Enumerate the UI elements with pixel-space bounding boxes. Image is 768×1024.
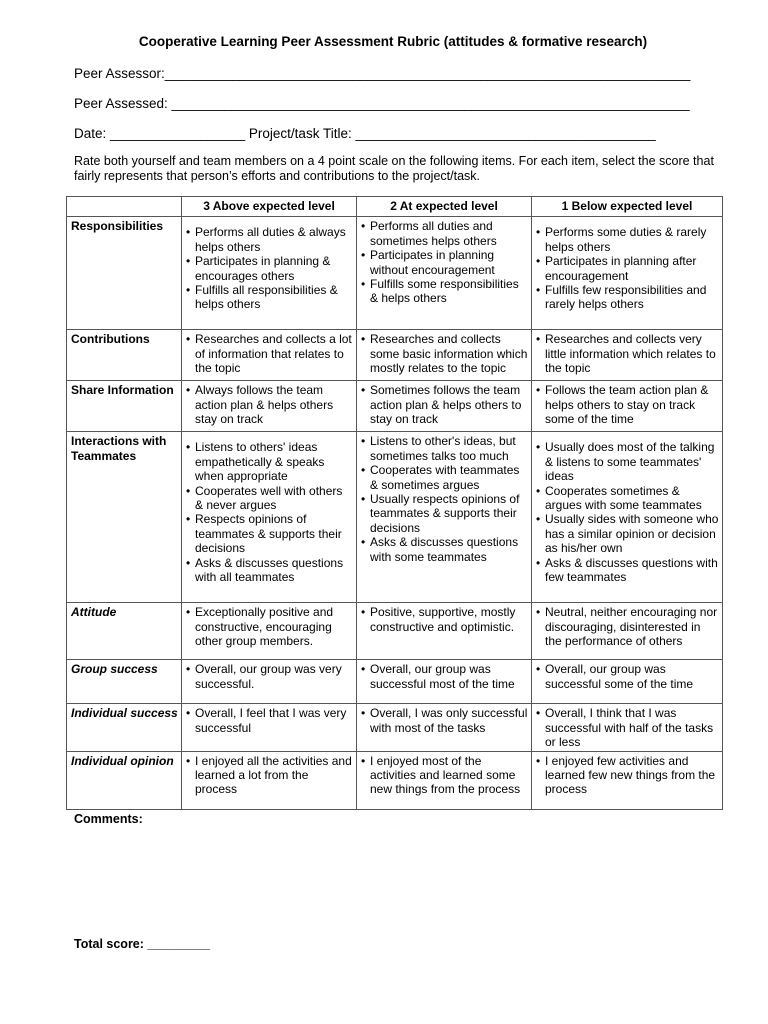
criteria-list	[536, 605, 719, 648]
rubric-cell-level-3	[182, 751, 357, 809]
criteria-item: • Asks & discusses questions with some teammates	[361, 535, 528, 564]
criteria-item: • Exceptionally positive and constructive, encouraging other group members.	[186, 605, 353, 648]
header-level-2: 2 At expected level	[357, 197, 532, 217]
total-score-field[interactable]: Total score: _________	[74, 937, 210, 951]
date-project-field[interactable]: Date: __________________ Project/task Title: ________________________________________	[74, 126, 656, 141]
criteria-list	[536, 225, 719, 311]
rubric-cell-level-1	[532, 751, 723, 809]
rubric-row	[67, 751, 723, 809]
criteria-label: Contributions	[67, 330, 182, 381]
rubric-cell-level-2	[357, 751, 532, 809]
rubric-cell-level-3	[182, 217, 357, 330]
rubric-cell-level-2	[357, 603, 532, 660]
rubric-cell-level-1	[532, 660, 723, 704]
rubric-row	[67, 660, 723, 704]
criteria-list	[186, 706, 353, 735]
rubric-row	[67, 217, 723, 330]
criteria-list	[186, 440, 353, 584]
criteria-list	[186, 225, 353, 311]
criteria-list	[361, 383, 528, 426]
criteria-item: • Usually respects opinions of teammates & supports their decisions	[361, 492, 528, 535]
criteria-label: Individual success	[67, 704, 182, 751]
criteria-list	[186, 383, 353, 426]
criteria-list	[186, 332, 353, 375]
criteria-item: • Researches and collects some basic information which mostly relates to the topic	[361, 332, 528, 375]
rubric-row	[67, 330, 723, 381]
rubric-cell-level-1	[532, 432, 723, 603]
criteria-item: • Always follows the team action plan & helps others stay on track	[186, 383, 353, 426]
criteria-list	[536, 754, 719, 797]
criteria-item: • Participates in planning after encouragement	[536, 254, 719, 283]
criteria-item: • Performs all duties & always helps others	[186, 225, 353, 254]
peer-assessor-field[interactable]: Peer Assessor:______________________________________________________________________	[74, 66, 691, 81]
rubric-cell-level-2	[357, 660, 532, 704]
criteria-list	[186, 754, 353, 797]
criteria-list	[536, 706, 719, 749]
criteria-list	[186, 605, 353, 648]
criteria-list	[536, 332, 719, 375]
criteria-list	[186, 662, 353, 691]
comments-label: Comments:	[74, 812, 143, 826]
criteria-list	[361, 219, 528, 305]
rubric-cell-level-3	[182, 432, 357, 603]
criteria-item: • Overall, I think that I was successful with half of the tasks or less	[536, 706, 719, 749]
rubric-cell-level-1	[532, 381, 723, 432]
rubric-cell-level-1	[532, 217, 723, 330]
criteria-item: • Sometimes follows the team action plan & helps others to stay on track	[361, 383, 528, 426]
rubric-row	[67, 432, 723, 603]
criteria-item: • Cooperates with teammates & sometimes argues	[361, 463, 528, 492]
criteria-item: • Overall, I feel that I was very successful	[186, 706, 353, 735]
criteria-label: Attitude	[67, 603, 182, 660]
criteria-item: • Follows the team action plan & helps others to stay on track some of the time	[536, 383, 719, 426]
criteria-item: • Positive, supportive, mostly constructive and optimistic.	[361, 605, 528, 634]
criteria-item: • Asks & discusses questions with all teammates	[186, 556, 353, 585]
criteria-item: • Overall, our group was successful some of the time	[536, 662, 719, 691]
criteria-list	[536, 662, 719, 691]
rubric-cell-level-3	[182, 704, 357, 751]
criteria-item: • Listens to other's ideas, but sometimes talks too much	[361, 434, 528, 463]
rubric-cell-level-1	[532, 330, 723, 381]
criteria-item: • Cooperates well with others & never argues	[186, 484, 353, 513]
criteria-list	[361, 662, 528, 691]
criteria-item: • Neutral, neither encouraging nor discouraging, disinterested in the performance of others	[536, 605, 719, 648]
rubric-cell-level-1	[532, 704, 723, 751]
rubric-cell-level-1	[532, 603, 723, 660]
criteria-item: • Performs some duties & rarely helps others	[536, 225, 719, 254]
criteria-item: • I enjoyed few activities and learned few new things from the process	[536, 754, 719, 797]
criteria-list	[361, 605, 528, 634]
criteria-list	[536, 440, 719, 584]
criteria-item: • Overall, our group was very successful.	[186, 662, 353, 691]
criteria-label: Interactions with Teammates	[67, 432, 182, 603]
header-level-3: 3 Above expected level	[182, 197, 357, 217]
rubric-cell-level-2	[357, 704, 532, 751]
criteria-item: • Usually sides with someone who has a similar opinion or decision as his/her own	[536, 512, 719, 555]
criteria-item: • I enjoyed all the activities and learned a lot from the process	[186, 754, 353, 797]
criteria-label: Group success	[67, 660, 182, 704]
criteria-list	[361, 332, 528, 375]
page-title: Cooperative Learning Peer Assessment Rubric (attitudes & formative research)	[138, 34, 648, 49]
criteria-label: Responsibilities	[67, 217, 182, 330]
criteria-item: • Cooperates sometimes & argues with some teammates	[536, 484, 719, 513]
rubric-cell-level-3	[182, 660, 357, 704]
criteria-item: • Usually does most of the talking & listens to some teammates' ideas	[536, 440, 719, 483]
rubric-body	[67, 217, 723, 809]
criteria-item: • Respects opinions of teammates & supports their decisions	[186, 512, 353, 555]
criteria-item: • Researches and collects a lot of information that relates to the topic	[186, 332, 353, 375]
rubric-cell-level-2	[357, 381, 532, 432]
rubric-cell-level-3	[182, 603, 357, 660]
rubric-row	[67, 603, 723, 660]
rubric-cell-level-3	[182, 381, 357, 432]
criteria-label: Share Information	[67, 381, 182, 432]
rubric-row	[67, 381, 723, 432]
criteria-item: • I enjoyed most of the activities and learned some new things from the process	[361, 754, 528, 797]
rubric-cell-level-3	[182, 330, 357, 381]
criteria-item: • Fulfills some responsibilities & helps others	[361, 277, 528, 306]
criteria-item: • Performs all duties and sometimes helps others	[361, 219, 528, 248]
criteria-item: • Fulfills all responsibilities & helps others	[186, 283, 353, 312]
header-row	[67, 197, 723, 217]
rubric-table	[66, 196, 723, 810]
criteria-list	[361, 754, 528, 797]
criteria-item: • Participates in planning without encouragement	[361, 248, 528, 277]
criteria-list	[536, 383, 719, 426]
criteria-label: Individual opinion	[67, 751, 182, 809]
header-level-1: 1 Below expected level	[532, 197, 723, 217]
criteria-item: • Listens to others' ideas empathetically & speaks when appropriate	[186, 440, 353, 483]
criteria-item: • Asks & discusses questions with few teammates	[536, 556, 719, 585]
criteria-list	[361, 434, 528, 564]
criteria-item: • Overall, our group was successful most of the time	[361, 662, 528, 691]
criteria-item: • Overall, I was only successful with most of the tasks	[361, 706, 528, 735]
instructions: Rate both yourself and team members on a 4 point scale on the following items. For each item, select the score that fairly represents that person’s efforts and contributions to the project/task.	[74, 154, 714, 183]
peer-assessed-field[interactable]: Peer Assessed: _____________________________________________________________________	[74, 96, 690, 111]
criteria-item: • Participates in planning & encourages others	[186, 254, 353, 283]
rubric-row	[67, 704, 723, 751]
rubric-cell-level-2	[357, 432, 532, 603]
rubric-cell-level-2	[357, 330, 532, 381]
criteria-item: • Researches and collects very little information which relates to the topic	[536, 332, 719, 375]
header-criteria	[67, 197, 182, 217]
rubric-cell-level-2	[357, 217, 532, 330]
criteria-list	[361, 706, 528, 735]
criteria-item: • Fulfills few responsibilities and rarely helps others	[536, 283, 719, 312]
